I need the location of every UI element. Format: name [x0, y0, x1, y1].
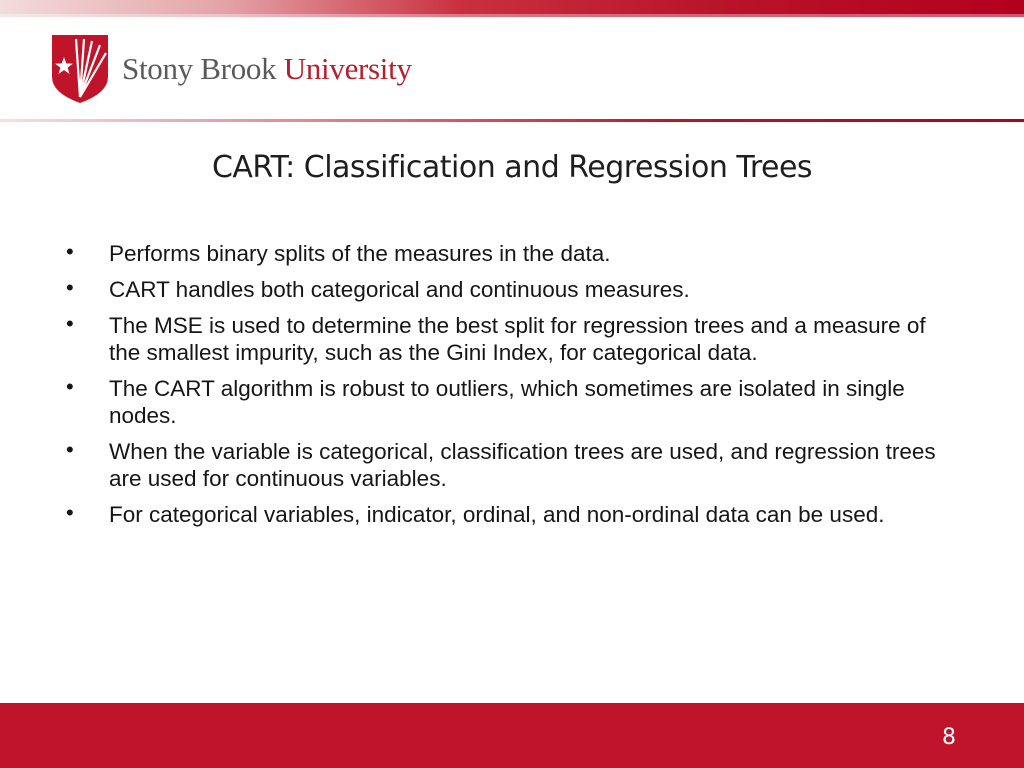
bullet-text: CART handles both categorical and continuous measures. [109, 277, 690, 302]
wordmark-university: University [283, 51, 412, 86]
bullet-item [62, 276, 962, 303]
bullet-item [62, 375, 962, 429]
bullet-marker: • [66, 311, 74, 336]
bullet-list [62, 240, 962, 537]
bullet-item [62, 312, 962, 366]
footer-bar [0, 703, 1024, 768]
bullet-marker: • [66, 374, 74, 399]
bullet-marker: • [66, 239, 74, 264]
wordmark-stony-brook: Stony Brook [122, 51, 277, 86]
bullet-text: The CART algorithm is robust to outliers, which sometimes are isolated in single nodes. [109, 376, 905, 428]
university-logo [50, 33, 470, 105]
bullet-marker: • [66, 275, 74, 300]
bullet-item [62, 240, 962, 267]
bullet-marker: • [66, 437, 74, 462]
bullet-text: Performs binary splits of the measures in the data. [109, 241, 611, 266]
shield-star-icon [50, 33, 110, 105]
bullet-item [62, 501, 962, 528]
bullet-marker: • [66, 500, 74, 525]
bullet-text: The MSE is used to determine the best split for regression trees and a measure of the smallest impurity, such as the Gini Index, for categorical data. [109, 313, 926, 365]
header-divider [0, 119, 1024, 122]
top-decorative-stripe [0, 0, 1024, 17]
university-wordmark [122, 51, 412, 87]
bullet-text: When the variable is categorical, classification trees are used, and regression trees are used for continuous variables. [109, 439, 936, 491]
bullet-item [62, 438, 962, 492]
page-number: 8 [942, 725, 956, 750]
bullet-text: For categorical variables, indicator, ordinal, and non-ordinal data can be used. [109, 502, 885, 527]
slide-title: CART: Classification and Regression Trees [211, 150, 813, 185]
